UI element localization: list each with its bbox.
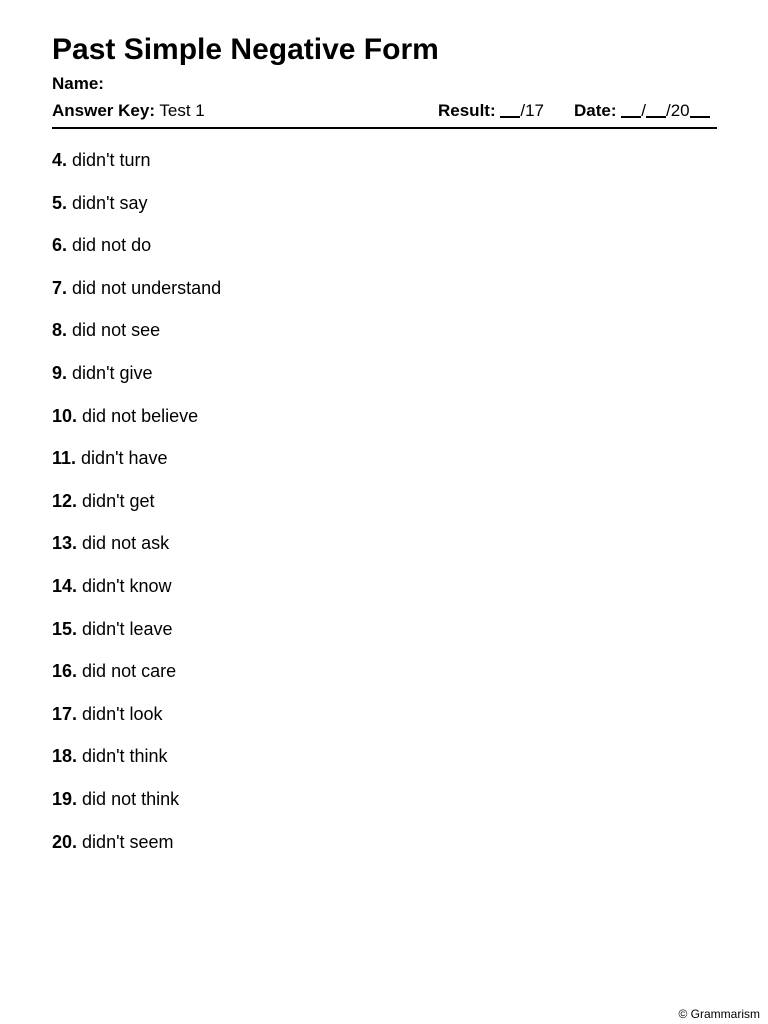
answer-number: 10. bbox=[52, 405, 78, 426]
answer-text: did not care bbox=[82, 661, 177, 682]
date-month-blank bbox=[621, 100, 641, 118]
answer-text: didn't get bbox=[82, 490, 155, 511]
answer-text: didn't have bbox=[81, 448, 168, 469]
answer-number: 11. bbox=[52, 448, 77, 469]
answer-item bbox=[52, 531, 221, 574]
answer-text: did not see bbox=[72, 320, 161, 341]
answer-text: didn't seem bbox=[82, 831, 174, 852]
answer-number: 16. bbox=[52, 661, 78, 682]
answer-item bbox=[52, 276, 221, 319]
answer-key-value: Test 1 bbox=[159, 101, 205, 120]
copyright: © Grammarism bbox=[678, 1007, 760, 1021]
answer-text: did not think bbox=[82, 788, 180, 809]
answer-key-label: Answer Key: bbox=[52, 101, 155, 120]
date-year-prefix: /20 bbox=[665, 101, 690, 120]
date bbox=[574, 100, 710, 122]
answer-text: didn't know bbox=[82, 575, 172, 596]
answer-text: didn't think bbox=[82, 746, 168, 767]
answer-number: 17. bbox=[52, 703, 78, 724]
date-label: Date: bbox=[574, 101, 617, 120]
answer-item bbox=[52, 148, 221, 191]
answer-item bbox=[52, 318, 221, 361]
answer-item bbox=[52, 489, 221, 532]
answer-text: did not understand bbox=[72, 277, 222, 298]
answer-item bbox=[52, 361, 221, 404]
answer-list bbox=[52, 148, 221, 872]
answer-item bbox=[52, 404, 221, 447]
answer-key bbox=[52, 100, 205, 122]
answer-number: 19. bbox=[52, 788, 78, 809]
answer-item bbox=[52, 830, 221, 873]
meta-row bbox=[52, 100, 716, 122]
answer-item bbox=[52, 446, 221, 489]
answer-number: 14. bbox=[52, 575, 78, 596]
answer-number: 15. bbox=[52, 618, 78, 639]
answer-text: didn't give bbox=[72, 362, 153, 383]
answer-item bbox=[52, 191, 221, 234]
answer-item bbox=[52, 787, 221, 830]
result-score-blank bbox=[500, 100, 520, 118]
answer-text: didn't say bbox=[72, 192, 148, 213]
answer-item bbox=[52, 574, 221, 617]
answer-text: didn't look bbox=[82, 703, 163, 724]
answer-number: 5. bbox=[52, 192, 68, 213]
date-year-blank bbox=[690, 100, 710, 118]
answer-number: 8. bbox=[52, 320, 68, 341]
date-separator: / bbox=[641, 101, 646, 120]
answer-number: 4. bbox=[52, 150, 68, 170]
page-title: Past Simple Negative Form bbox=[52, 33, 439, 66]
answer-text: didn't leave bbox=[82, 618, 173, 639]
answer-item bbox=[52, 744, 221, 787]
answer-number: 13. bbox=[52, 533, 78, 554]
answer-item bbox=[52, 702, 221, 745]
result-total: /17 bbox=[520, 101, 544, 120]
answer-item bbox=[52, 659, 221, 702]
answer-number: 9. bbox=[52, 362, 68, 383]
answer-text: did not ask bbox=[82, 533, 170, 554]
answer-number: 6. bbox=[52, 235, 68, 256]
answer-item bbox=[52, 233, 221, 276]
result bbox=[438, 100, 544, 122]
date-day-blank bbox=[646, 100, 666, 118]
answer-number: 12. bbox=[52, 490, 78, 511]
answer-number: 20. bbox=[52, 831, 78, 852]
answer-number: 7. bbox=[52, 277, 68, 298]
answer-text: did not believe bbox=[82, 405, 199, 426]
header-divider bbox=[52, 127, 717, 129]
answer-item bbox=[52, 617, 221, 660]
answer-text: did not do bbox=[72, 235, 152, 256]
answer-text: didn't turn bbox=[72, 150, 151, 170]
name-label: Name: bbox=[52, 74, 104, 93]
answer-number: 18. bbox=[52, 746, 78, 767]
result-label: Result: bbox=[438, 101, 496, 120]
